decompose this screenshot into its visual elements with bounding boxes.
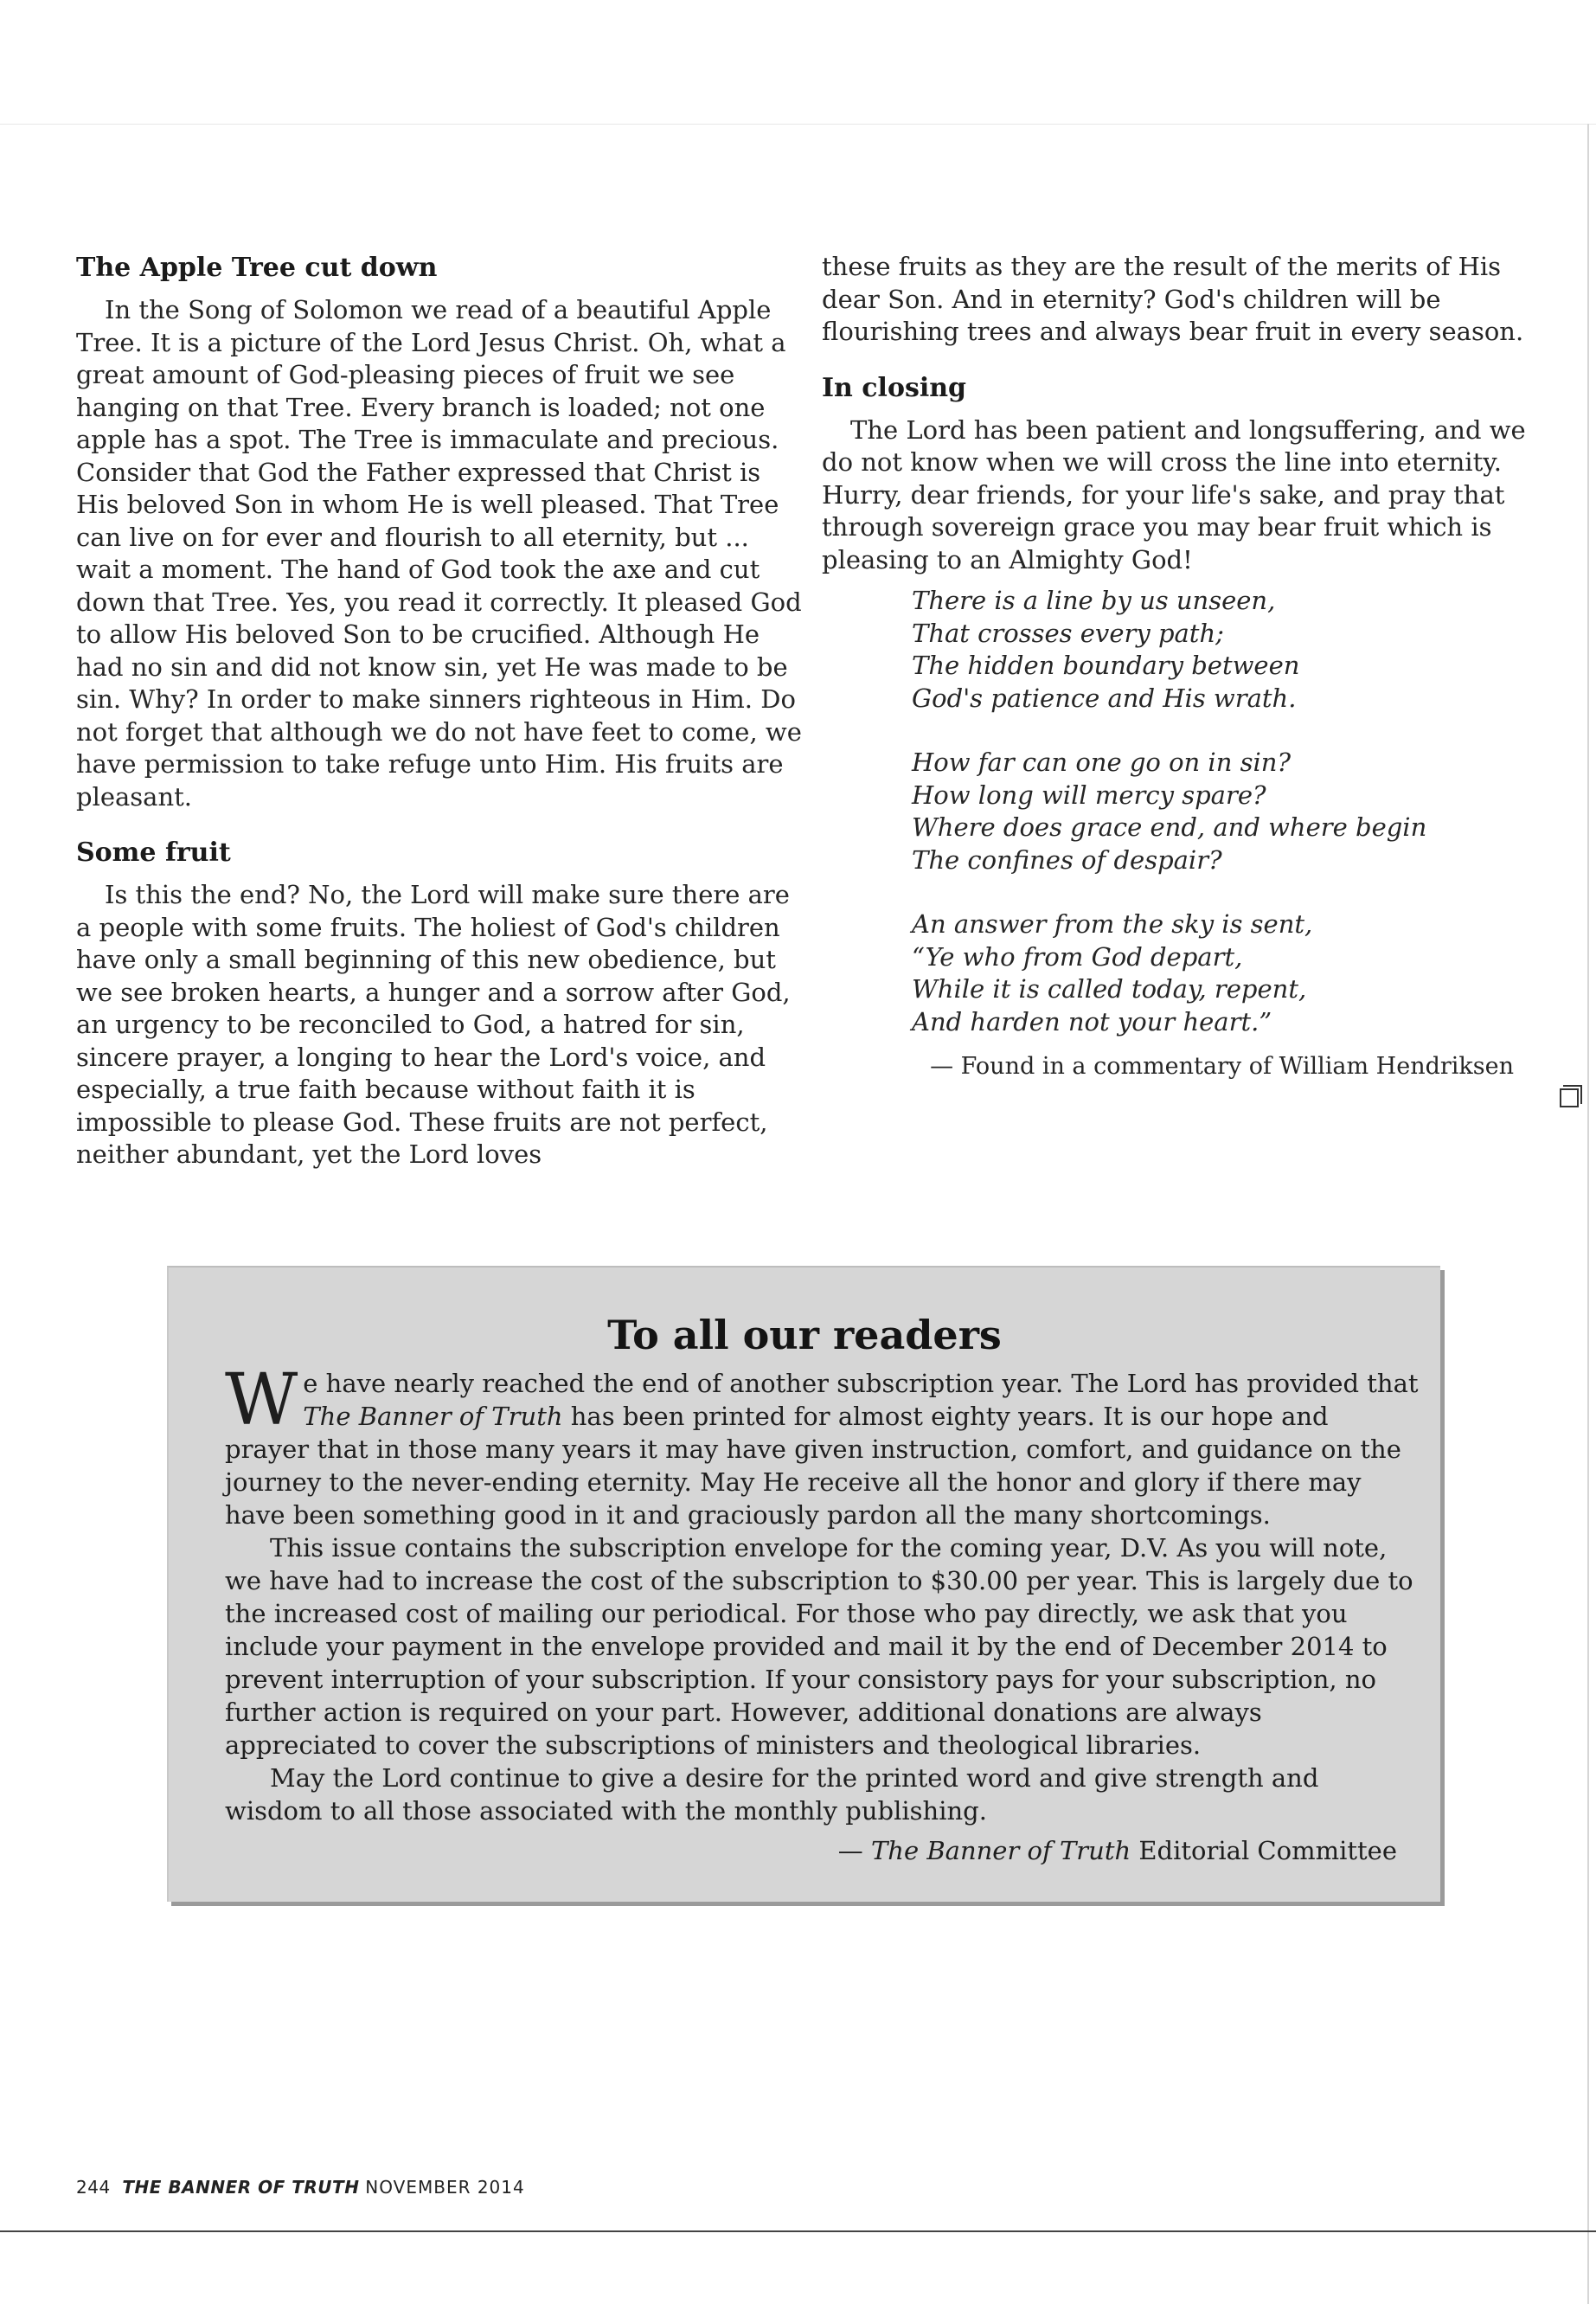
section-heading-in-closing: In closing — [822, 372, 967, 403]
poem — [912, 585, 1531, 1038]
bottom-rule — [0, 2230, 1596, 2232]
magazine-name: THE BANNER OF TRUTH — [122, 2177, 360, 2198]
poem-line: God's patience and His wrath. — [912, 683, 1297, 713]
section-paragraph-apple-tree: In the Song of Solomon we read of a beautiful Apple Tree. It is a picture of the Lord Jesus Christ. Oh, what a great amount of God-pleasing pieces of fruit we see hanging on that Tree. Every branch is loaded; not one apple has a spot. The Tree is immaculate and precious. Consider that God the Father expressed that Christ is His beloved Son in whom He is well pleased. That Tree can live on for ever and flourish to all eternity, but ... wait a moment. The hand of God took the axe and cut down that Tree. Yes, you read it correctly. It pleased God to allow His beloved Son to be crucified. Although He had no sin and did not know sin, yet He was made to be sin. Why? In order to make sinners righteous in Him. Do not forget that although we do not have feet to come, we have permission to take refuge unto Him. His fruits are pleasant. — [76, 295, 802, 812]
continued-paragraph: these fruits as they are the result of the merits of His dear Son. And in eternity? God's children will be flourishing trees and always bear fruit in every season. — [822, 252, 1524, 346]
poem-stanza — [912, 585, 1531, 715]
poem-line: And harden not your heart.” — [912, 1006, 1272, 1036]
page-number: 244 — [76, 2177, 111, 2198]
section-paragraph-some-fruit: Is this the end? No, the Lord will make sure there are a people with some fruits. The holiest of God's children have only a small beginning of this new obedience, but we see broken hearts, a hunger and a sorrow after God, an urgency to be reconciled to God, a hatred for sin, sincere prayer, a longing to hear the Lord's voice, and especially, a true faith because without faith it is impossible to please God. These fruits are not perfect, neither abundant, yet the Lord loves — [76, 880, 791, 1169]
poem-line: Where does grace end, and where begin — [912, 812, 1427, 842]
magazine-title-italic: The Banner of Truth — [303, 1402, 563, 1431]
top-rule — [0, 124, 1596, 125]
notice-paragraph-2: This issue contains the subscription envelope for the coming year, D.V. As you will note, we have had to increase the cost of the subscription to $30.00 per year. This is largely due to the increased cost of mailing our periodical. For those who pay directly, we ask that you include your payment in the envelope provided and mail it by the end of December 2014 to prevent interruption of your subscription. If your consistory pays for your subscription, no further action is required on your part. However, additional donations are always appreciated to cover the subscriptions of ministers and theological libraries. — [225, 1533, 1413, 1760]
page-edge — [1587, 124, 1589, 2304]
poem-line: While it is called today, repent, — [912, 974, 1307, 1004]
right-column — [822, 251, 1531, 1082]
poem-stanza — [912, 747, 1531, 876]
notice-title: To all our readers — [607, 1312, 1002, 1358]
poem-line: The hidden boundary between — [912, 651, 1300, 680]
poem-attribution: — Found in a commentary of William Hendriksen — [930, 1053, 1514, 1080]
drop-cap: W — [225, 1359, 298, 1441]
poem-line: “Ye who from God depart, — [912, 941, 1243, 972]
poem-line: The confines of despair? — [912, 844, 1222, 875]
issue-date: NOVEMBER 2014 — [365, 2177, 525, 2198]
poem-stanza — [912, 908, 1531, 1038]
poem-line: An answer from the sky is sent, — [912, 909, 1313, 939]
left-column — [76, 251, 803, 1171]
notice-paragraph-3: May the Lord continue to give a desire for the printed word and give strength and wisdom to all those associated with the monthly publishing. — [225, 1763, 1319, 1826]
notice-signature: — The Banner of Truth Editorial Committee — [837, 1836, 1397, 1865]
poem-line: There is a line by us unseen, — [912, 586, 1276, 615]
notice-paragraph-1: We have nearly reached the end of another subscription year. The Lord has provided that The Banner of Truth has been printed for almost eighty years. It is our hope and prayer that in those many years it may have given instruction, comfort, and guidance on the journey to the never-ending eternity. May He receive all the honor and glory if there may have been something good in it and graciously pardon all the many shortcomings. — [225, 1359, 1419, 1530]
poem-line: How far can one go on in sin? — [912, 748, 1291, 777]
end-of-article-icon — [1560, 1088, 1579, 1107]
page-footer — [76, 2176, 525, 2198]
section-heading-apple-tree: The Apple Tree cut down — [76, 253, 438, 283]
section-heading-some-fruit: Some fruit — [76, 838, 231, 868]
notice-body — [225, 1359, 1419, 1867]
poem-line: How long will mercy spare? — [912, 780, 1266, 810]
poem-line: That crosses every path; — [912, 618, 1224, 648]
section-paragraph-in-closing: The Lord has been patient and longsuffering, and we do not know when we will cross the line into eternity. Hurry, dear friends, for your life's sake, and pray that through sovereign grace you may bear fruit which is pleasing to an Almighty God! — [822, 414, 1526, 574]
readers-notice-box — [167, 1266, 1440, 1902]
